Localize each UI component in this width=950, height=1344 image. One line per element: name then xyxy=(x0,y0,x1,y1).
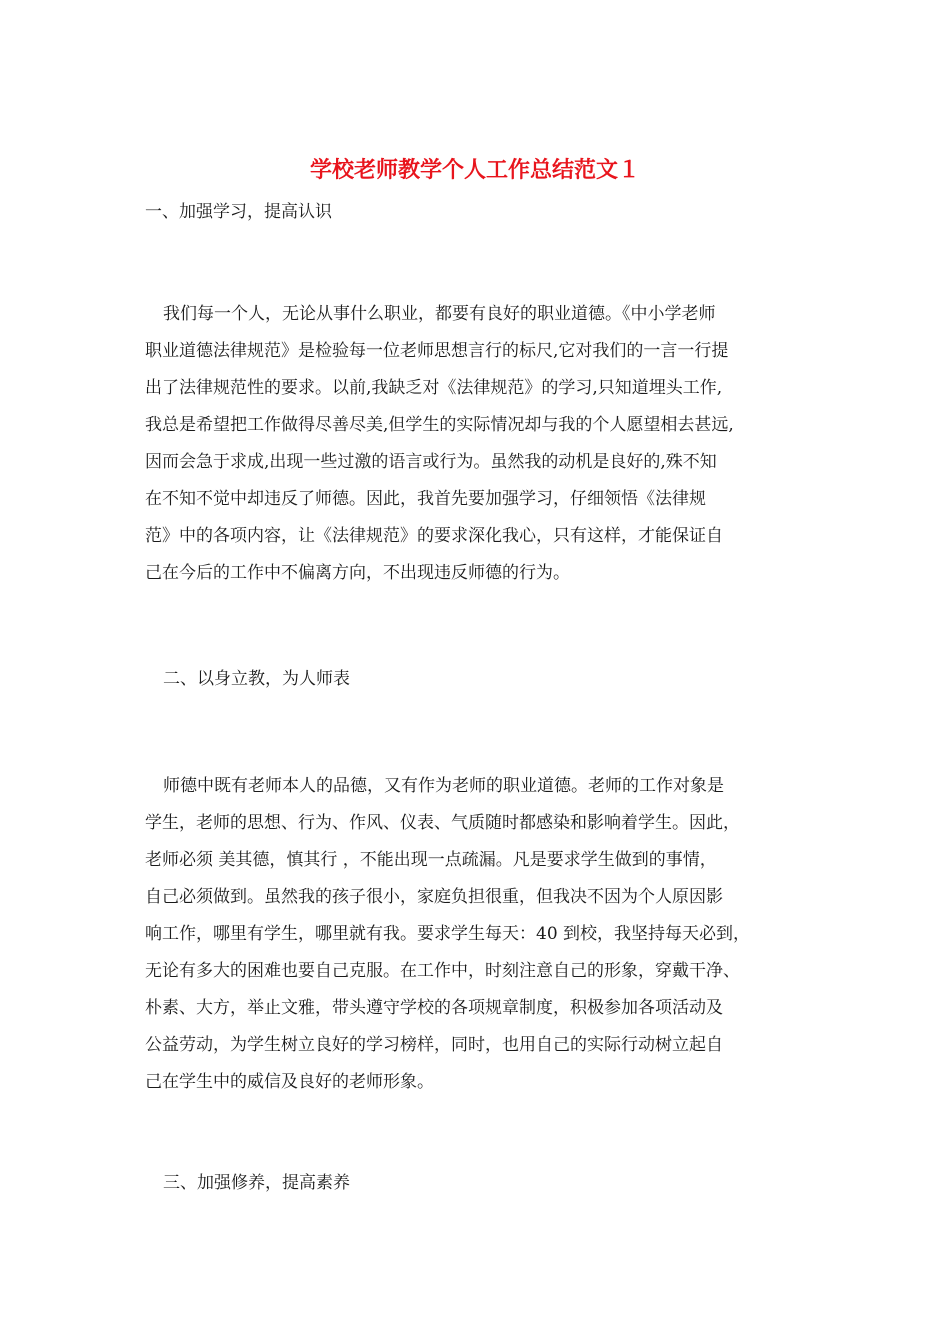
section-heading-3: 三、加强修养，提高素养 xyxy=(163,1173,350,1193)
paragraph-line: 响工作，哪里有学生，哪里就有我。要求学生每天：40 到校，我坚持每天必到， xyxy=(145,924,751,944)
paragraph-line: 职业道德法律规范》是检验每一位老师思想言行的标尺,它对我们的一言一行提 xyxy=(145,341,729,361)
paragraph-line: 无论有多大的困难也要自己克服。在工作中，时刻注意自己的形象，穿戴干净、 xyxy=(145,961,740,981)
section-paragraph-1 xyxy=(145,298,815,594)
paragraph-line: 老师必须 美其德，慎其行 ，不能出现一点疏漏。凡是要求学生做到的事情， xyxy=(145,850,717,870)
paragraph-line: 己在今后的工作中不偏离方向，不出现违反师德的行为。 xyxy=(145,563,570,583)
section-paragraph-2 xyxy=(145,770,815,1103)
paragraph-line: 我们每一个人，无论从事什么职业，都要有良好的职业道德。《中小学老师 xyxy=(163,304,716,324)
paragraph-line: 自己必须做到。虽然我的孩子很小，家庭负担很重，但我决不因为个人原因影 xyxy=(145,887,723,907)
paragraph-line: 出了法律规范性的要求。以前,我缺乏对《法律规范》的学习,只知道埋头工作, xyxy=(145,378,723,398)
paragraph-line: 因而会急于求成,出现一些过激的语言或行为。虽然我的动机是良好的,殊不知 xyxy=(145,452,717,472)
paragraph-line: 我总是希望把工作做得尽善尽美,但学生的实际情况却与我的个人愿望相去甚远, xyxy=(145,415,734,435)
paragraph-line: 师德中既有老师本人的品德，又有作为老师的职业道德。老师的工作对象是 xyxy=(163,776,724,796)
section-heading-2: 二、以身立教，为人师表 xyxy=(163,669,350,689)
paragraph-line: 公益劳动，为学生树立良好的学习榜样，同时，也用自己的实际行动树立起自 xyxy=(145,1035,723,1055)
paragraph-line: 己在学生中的威信及良好的老师形象。 xyxy=(145,1072,434,1092)
paragraph-line: 在不知不觉中却违反了师德。因此，我首先要加强学习，仔细领悟《法律规 xyxy=(145,489,706,509)
paragraph-line: 学生，老师的思想、行为、作风、仪表、气质随时都感染和影响着学生。因此， xyxy=(145,813,740,833)
paragraph-line: 朴素、大方，举止文雅，带头遵守学校的各项规章制度，积极参加各项活动及 xyxy=(145,998,723,1018)
document-title: 学校老师教学个人工作总结范文１ xyxy=(309,157,640,183)
paragraph-line: 范》中的各项内容，让《法律规范》的要求深化我心，只有这样，才能保证自 xyxy=(145,526,723,546)
section-heading-1: 一、加强学习，提高认识 xyxy=(145,202,332,222)
